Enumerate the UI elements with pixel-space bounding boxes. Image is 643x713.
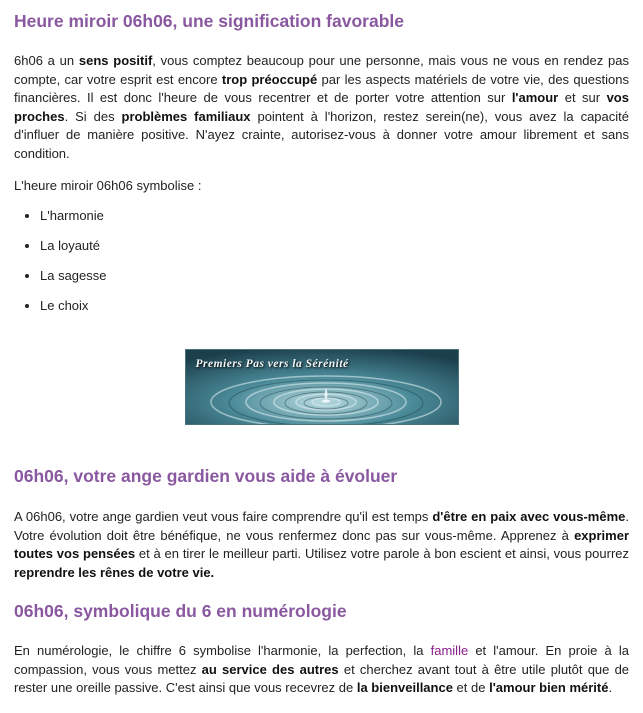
bold-text: l'amour: [511, 90, 559, 105]
inline-link[interactable]: famille: [430, 643, 469, 658]
bold-text: vos proches: [14, 90, 629, 124]
bold-text: problèmes familiaux: [121, 108, 251, 124]
symbol-list: [14, 207, 107, 327]
paragraph-ange-gardien: A 06h06, votre ange gardien veut vous faire comprendre qu'il est temps d'être en paix avec vous-même. Votre évolution doit être bénéfique, ne vous renfermez donc pas sur vous-même. Apprenez à exprimer toutes vos pensées et à en tirer le meilleur parti. Utilisez votre parole à bon escient et ainsi, vous pourrez reprendre les rênes de votre vie.: [14, 509, 630, 580]
bold-text: l'amour bien mérité: [489, 680, 609, 695]
banner-image[interactable]: [185, 349, 459, 425]
bold-text: reprendre les rênes de votre vie.: [14, 564, 215, 580]
section-title-ange-gardien: 06h06, votre ange gardien vous aide à évoluer: [14, 466, 398, 486]
bold-text: trop préoccupé: [221, 71, 318, 87]
list-item: • Le choix: [40, 297, 107, 315]
bold-text: sens positif: [78, 53, 153, 68]
bold-text: la bienveillance: [356, 680, 453, 695]
section-title-heure-miroir: Heure miroir 06h06, une signification favorable: [14, 11, 404, 31]
paragraph-symbolise-intro: L'heure miroir 06h06 symbolise :: [14, 178, 202, 193]
paragraph-numerologie: En numérologie, le chiffre 6 symbolise l'harmonie, la perfection, la famille et l'amour. En proie à la compassion, vous vous mettez au service des autres et cherchez avant tout à être utile plutôt que de rester une oreille passive. C'est ainsi que vous recevrez de la bienveillance et de l'amour bien mérité.: [14, 643, 630, 695]
bold-text: au service des autres: [201, 661, 339, 677]
bold-text: d'être en paix avec vous-même: [432, 509, 626, 524]
section-title-numerologie: 06h06, symbolique du 6 en numérologie: [14, 601, 347, 621]
list-item: • La loyauté: [40, 237, 107, 255]
paragraph-sens-positif: 6h06 a un sens positif, vous comptez beaucoup pour une personne, mais vous ne vous en rendez pas compte, car votre esprit est encore trop préoccupé par les aspects matériels de votre vie, des questions financières. Il est donc l'heure de vous recentrer et de porter votre attention sur l'amour et sur vos proches. Si des problèmes familiaux pointent à l'horizon, restez serein(ne), vous avez la capacité d'influer de manière positive. N'ayez crainte, autorisez-vous à donner votre amour librement et sans condition.: [14, 53, 630, 161]
list-item: • L'harmonie: [40, 207, 107, 225]
bold-text: exprimer toutes vos pensées: [14, 527, 629, 561]
banner-container: [0, 349, 643, 425]
banner-caption: Premiers Pas vers la Sérénité: [195, 358, 349, 370]
list-item: • La sagesse: [40, 267, 107, 285]
